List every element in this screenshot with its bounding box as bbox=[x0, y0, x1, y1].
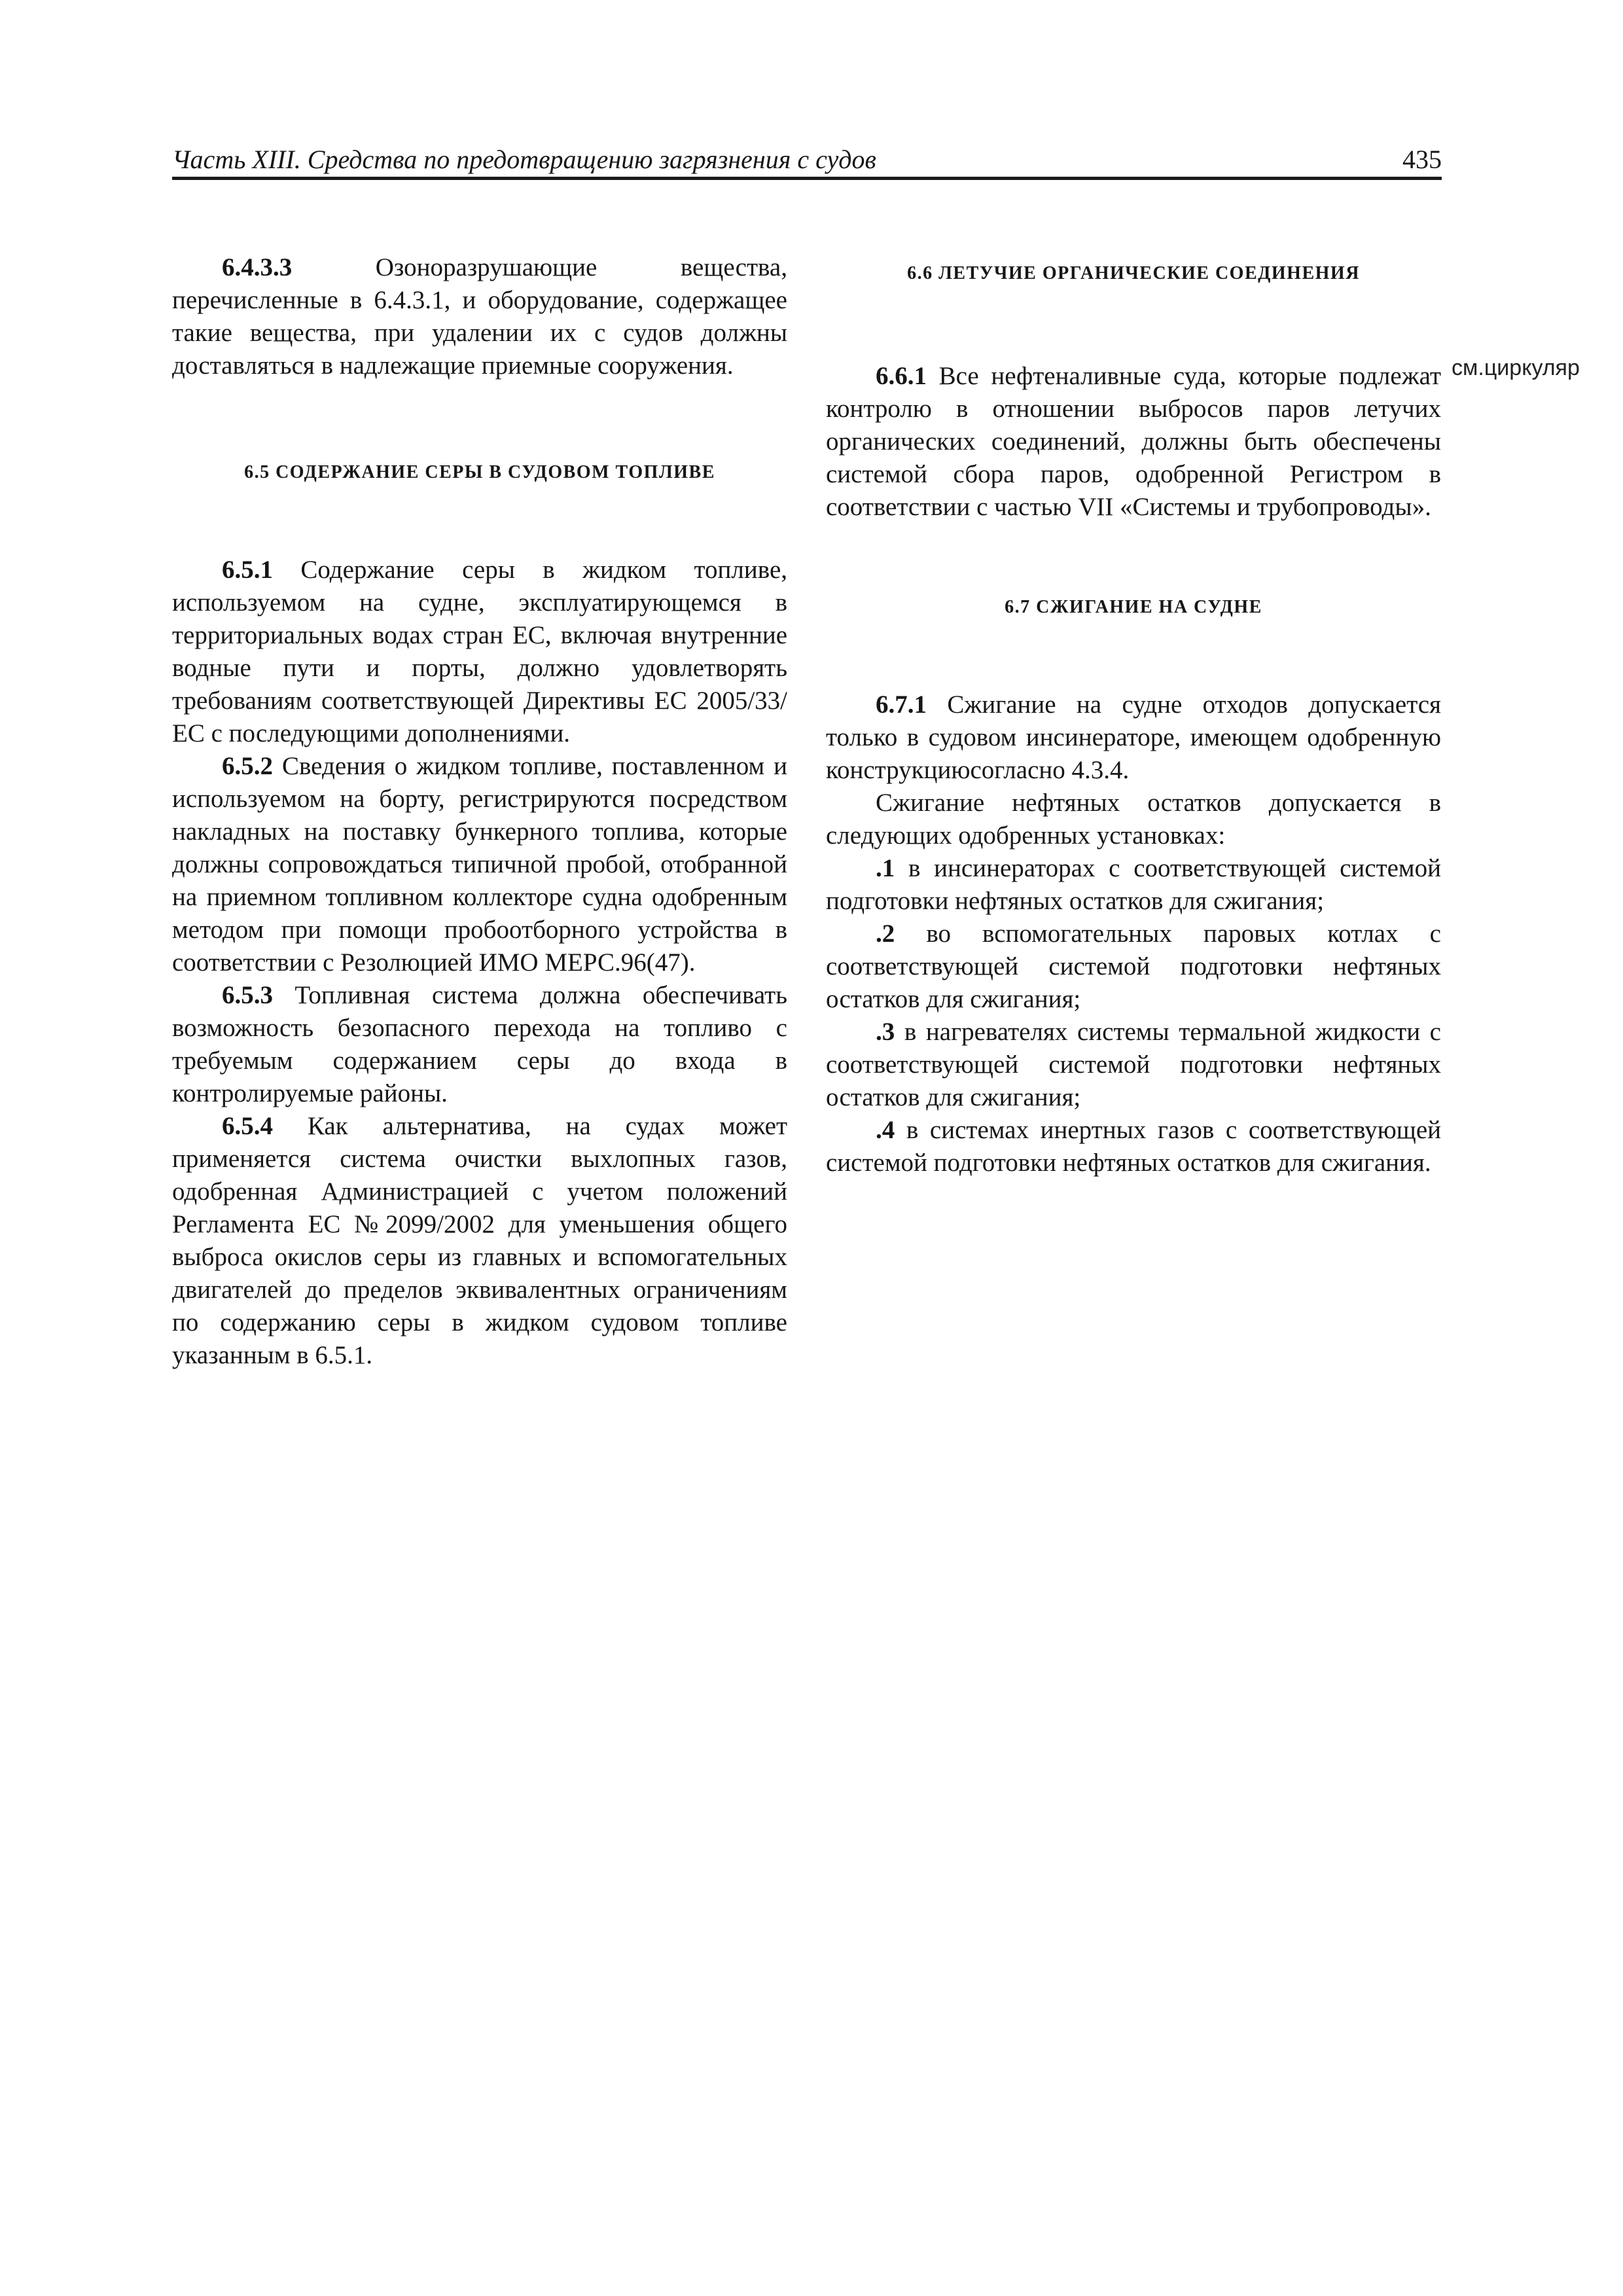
paragraph-number: 6.6.1 bbox=[876, 362, 927, 390]
paragraph-6-5-3 bbox=[172, 979, 787, 1110]
margin-note-circular: см.циркуляр bbox=[1452, 355, 1580, 380]
paragraph-number: 6.7.1 bbox=[876, 691, 927, 719]
list-item-1 bbox=[826, 852, 1441, 918]
list-item-text: в инсинераторах с соответствующей системой подготовки нефтяных остатков для сжигания; bbox=[826, 854, 1441, 915]
paragraph-6-4-3-3 bbox=[172, 251, 787, 382]
paragraph-number: 6.4.3.3 bbox=[222, 253, 293, 281]
list-item-text: в нагревателях системы термальной жидкости с соответствующей системой подготовки нефтяных остатков для сжигания; bbox=[826, 1018, 1441, 1111]
paragraph-text: Сведения о жидком топливе, поставленном и используемом на борту, регистрируются посредством накладных на поставку бункерного топлива, которые должны сопровождаться типичной пробой, отобранной на приемном топливном коллекторе судна одобренным методом при помощи пробоотборного устройства в соответствии с Резолюцией ИМО МЕРС.96(47). bbox=[172, 752, 787, 977]
list-item-number: .4 bbox=[876, 1116, 895, 1144]
paragraph-6-5-4 bbox=[172, 1110, 787, 1372]
paragraph-number: 6.5.4 bbox=[222, 1112, 273, 1140]
list-item-3 bbox=[826, 1016, 1441, 1114]
paragraph-6-7-intro: Сжигание нефтяных остатков допускается в следующих одобренных установках: bbox=[826, 789, 1441, 850]
header-title: Часть XIII. Средства по предотвращению загрязнения с судов bbox=[172, 145, 876, 174]
right-column bbox=[826, 260, 1441, 1179]
paragraph-6-5-1 bbox=[172, 554, 787, 750]
paragraph-6-7-1 bbox=[826, 689, 1441, 787]
list-item-4 bbox=[826, 1114, 1441, 1179]
paragraph-number: 6.5.2 bbox=[222, 752, 273, 780]
paragraph-text: Содержание серы в жидком топливе, используемом на судне, эксплуатирующемся в территориальных водах стран ЕС, включая внутренние водные пути и порты, должно удовлетворять требованиям соответствующей Директивы ЕС 2005/33/ЕС с последующими дополнениями. bbox=[172, 556, 787, 747]
paragraph-6-5-2 bbox=[172, 750, 787, 979]
paragraph-text: Топливная система должна обеспечивать возможность безопасного перехода на топливо с требуемым содержанием серы до входа в контролируемые районы. bbox=[172, 981, 787, 1107]
paragraph-text: Все нефтеналивные суда, которые подлежат контролю в отношении выбросов паров летучих органических соединений, должны быть обеспечены системой сбора паров, одобренной Регистром в соответствии с частью VII «Системы и трубопроводы». bbox=[826, 362, 1441, 521]
left-column bbox=[172, 251, 787, 1372]
section-heading-6-7: 6.7 СЖИГАНИЕ НА СУДНЕ bbox=[1005, 597, 1262, 617]
running-header bbox=[172, 143, 1442, 180]
paragraph-6-6-1 bbox=[826, 360, 1441, 524]
paragraph-number: 6.5.3 bbox=[222, 981, 273, 1009]
list-item-2 bbox=[826, 918, 1441, 1016]
list-item-text: во вспомогательных паровых котлах с соответствующей системой подготовки нефтяных остатков для сжигания; bbox=[826, 920, 1441, 1013]
section-heading-6-5: 6.5 СОДЕРЖАНИЕ СЕРЫ В СУДОВОМ ТОПЛИВЕ bbox=[244, 462, 715, 482]
list-item-number: .2 bbox=[876, 920, 895, 948]
list-item-text: в системах инертных газов с соответствующей системой подготовки нефтяных остатков для сжигания. bbox=[826, 1116, 1441, 1177]
page-number: 435 bbox=[1402, 145, 1442, 174]
paragraph-text: Озоноразрушающие вещества, перечисленные в 6.4.3.1, и оборудование, содержащее такие вещества, при удалении их с судов должны доставляться в надлежащие приемные сооружения. bbox=[172, 253, 787, 380]
paragraph-text: Как альтернатива, на судах может применяется система очистки выхлопных газов, одобренная Администрацией с учетом положений Регламента ЕС №2099/2002 для уменьшения общего выброса окислов серы из главных и вспомогательных двигателей до пределов эквивалентных ограничениям по содержанию серы в жидком судовом топливе указанным в 6.5.1. bbox=[172, 1112, 787, 1369]
list-item-number: .3 bbox=[876, 1018, 895, 1046]
paragraph-number: 6.5.1 bbox=[222, 556, 273, 584]
section-heading-6-6: 6.6 ЛЕТУЧИЕ ОРГАНИЧЕСКИЕ СОЕДИНЕНИЯ bbox=[907, 263, 1360, 283]
paragraph-text: Сжигание на судне отходов допускается только в судовом инсинераторе, имеющем одобренную конструкциюсогласно 4.3.4. bbox=[826, 691, 1441, 784]
list-item-number: .1 bbox=[876, 854, 895, 882]
